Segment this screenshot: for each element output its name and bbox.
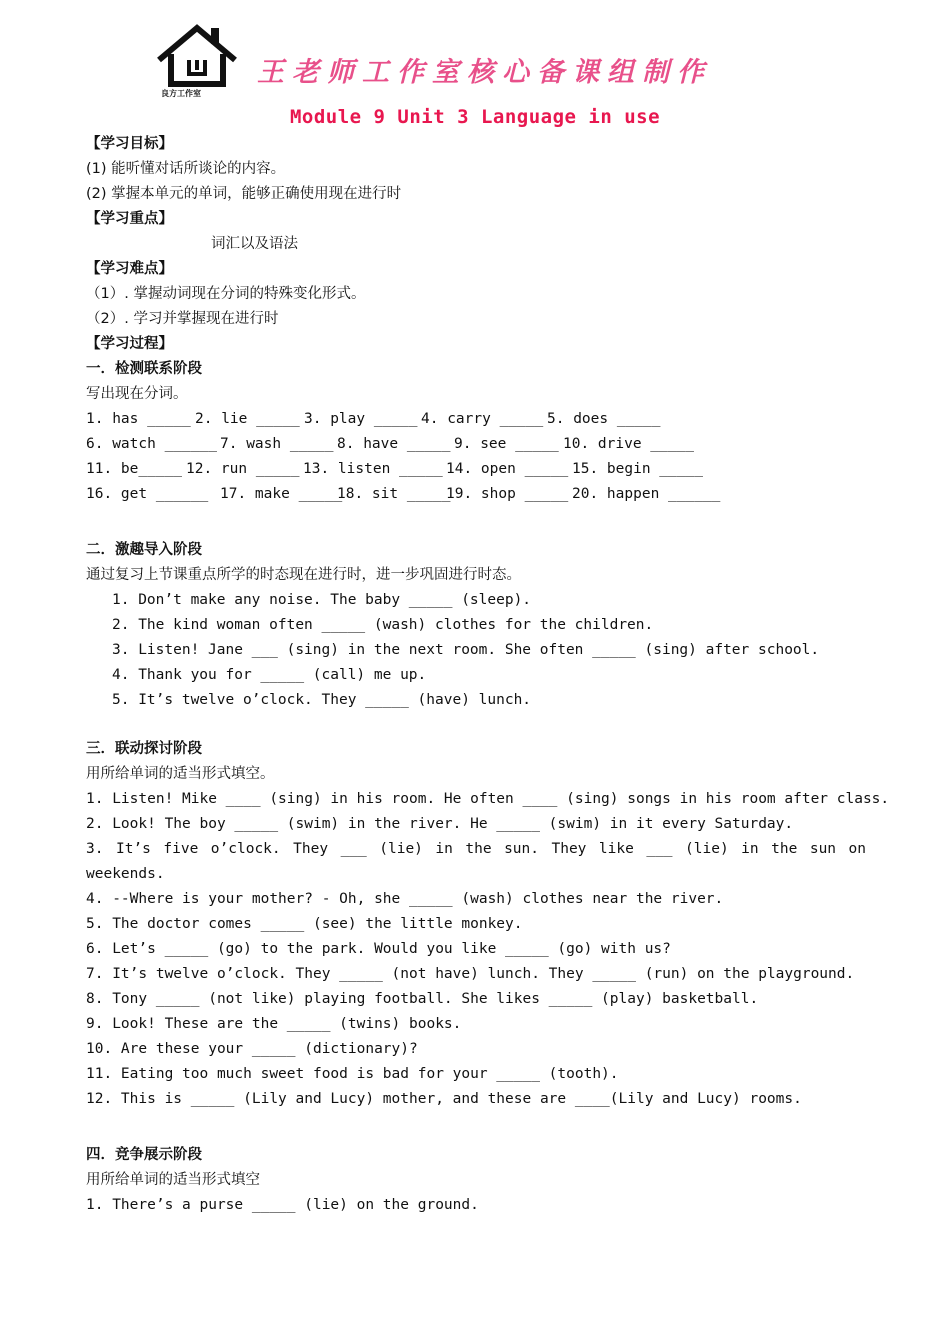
exercise-item: 1. There’s a purse _____ (lie) on the ground.	[86, 1197, 479, 1213]
exercise-item: 12. This is _____ (Lily and Lucy) mother, and these are ____(Lily and Lucy) rooms.	[86, 1091, 802, 1107]
participle-item: 17. make _____	[220, 486, 343, 502]
participle-item: 15. begin _____	[572, 461, 703, 477]
goal-item: (1) 能听懂对话所谈论的内容。	[86, 161, 286, 177]
participle-item: 13. listen _____	[303, 461, 443, 477]
worksheet-body	[86, 132, 890, 1218]
section3-heading: 三．联动探讨阶段	[86, 741, 202, 757]
participle-item: 16. get ______	[86, 486, 209, 502]
participle-item: 12. run _____	[186, 461, 300, 477]
participle-item: 9. see _____	[454, 436, 559, 452]
section3-instruction: 用所给单词的适当形式填空。	[86, 766, 275, 782]
exercise-item: 3. It’s five o’clock. They ___ (lie) in the sun. They like ___ (lie) in the sun on	[86, 841, 866, 857]
brand-banner: 王老师工作室核心备课组制作	[257, 57, 712, 88]
participle-item: 19. shop _____	[446, 486, 569, 502]
exercise-item: 2. Look! The boy _____ (swim) in the river. He _____ (swim) in it every Saturday.	[86, 816, 794, 832]
participle-row	[86, 432, 866, 457]
page-title: Module 9 Unit 3 Language in use	[289, 106, 661, 128]
exercise-item: 4. --Where is your mother? - Oh, she _____ (wash) clothes near the river.	[86, 891, 724, 907]
exercise-item: 4. Thank you for _____ (call) me up.	[112, 667, 427, 683]
participle-item: 18. sit _____	[337, 486, 451, 502]
exercise-item-continued: weekends.	[86, 866, 165, 882]
participle-item: 7. wash _____	[220, 436, 334, 452]
difficulties-heading: 【学习难点】	[86, 261, 173, 277]
participle-row	[86, 482, 866, 507]
exercise-item: 10. Are these your _____ (dictionary)?	[86, 1041, 418, 1057]
section2-instruction: 通过复习上节课重点所学的时态现在进行时，进一步巩固进行时态。	[86, 567, 521, 583]
participle-item: 3. play _____	[304, 411, 418, 427]
participle-item: 10. drive _____	[563, 436, 694, 452]
participle-grid	[86, 407, 866, 507]
section1-instruction: 写出现在分词。	[86, 386, 188, 402]
exercise-item: 11. Eating too much sweet food is bad for your _____ (tooth).	[86, 1066, 619, 1082]
process-heading: 【学习过程】	[86, 336, 173, 352]
difficulty-item: （1）. 掌握动词现在分词的特殊变化形式。	[86, 286, 366, 302]
exercise-item: 1. Listen! Mike ____ (sing) in his room. He often ____ (sing) songs in his room after class.	[86, 791, 890, 807]
goals-heading: 【学习目标】	[86, 136, 173, 152]
participle-row	[86, 407, 866, 432]
exercise-item: 7. It’s twelve o’clock. They _____ (not have) lunch. They _____ (run) on the playground.	[86, 966, 855, 982]
participle-item: 11. be_____	[86, 461, 183, 477]
section4-instruction: 用所给单词的适当形式填空	[86, 1172, 260, 1188]
exercise-item: 1. Don’t make any noise. The baby _____ (sleep).	[112, 592, 532, 608]
participle-item: 2. lie _____	[195, 411, 300, 427]
participle-item: 1. has _____	[86, 411, 191, 427]
key-points-heading: 【学习重点】	[86, 211, 173, 227]
participle-row	[86, 457, 866, 482]
section1-heading: 一．检测联系阶段	[86, 361, 202, 377]
exercise-item: 3. Listen! Jane ___ (sing) in the next room. She often _____ (sing) after school.	[112, 642, 820, 658]
participle-item: 14. open _____	[446, 461, 569, 477]
participle-item: 5. does _____	[547, 411, 661, 427]
section4-heading: 四．竞争展示阶段	[86, 1147, 202, 1163]
participle-item: 6. watch ______	[86, 436, 217, 452]
participle-item: 4. carry _____	[421, 411, 544, 427]
section2-heading: 二．激趣导入阶段	[86, 542, 202, 558]
participle-item: 8. have _____	[337, 436, 451, 452]
logo-caption: 良方工作室	[161, 89, 201, 98]
goal-item: (2) 掌握本单元的单词，能够正确使用现在进行时	[86, 186, 402, 202]
exercise-item: 2. The kind woman often _____ (wash) clothes for the children.	[112, 617, 654, 633]
exercise-item: 5. The doctor comes _____ (see) the little monkey.	[86, 916, 523, 932]
key-points-text: 词汇以及语法	[211, 236, 298, 252]
exercise-item: 6. Let’s _____ (go) to the park. Would you like _____ (go) with us?	[86, 941, 671, 957]
page-header	[155, 22, 805, 100]
difficulty-item: （2）. 学习并掌握现在进行时	[86, 311, 279, 327]
exercise-item: 9. Look! These are the _____ (twins) books.	[86, 1016, 462, 1032]
participle-item: 20. happen ______	[572, 486, 721, 502]
exercise-item: 5. It’s twelve o’clock. They _____ (have) lunch.	[112, 692, 532, 708]
exercise-item: 8. Tony _____ (not like) playing football. She likes _____ (play) basketball.	[86, 991, 759, 1007]
